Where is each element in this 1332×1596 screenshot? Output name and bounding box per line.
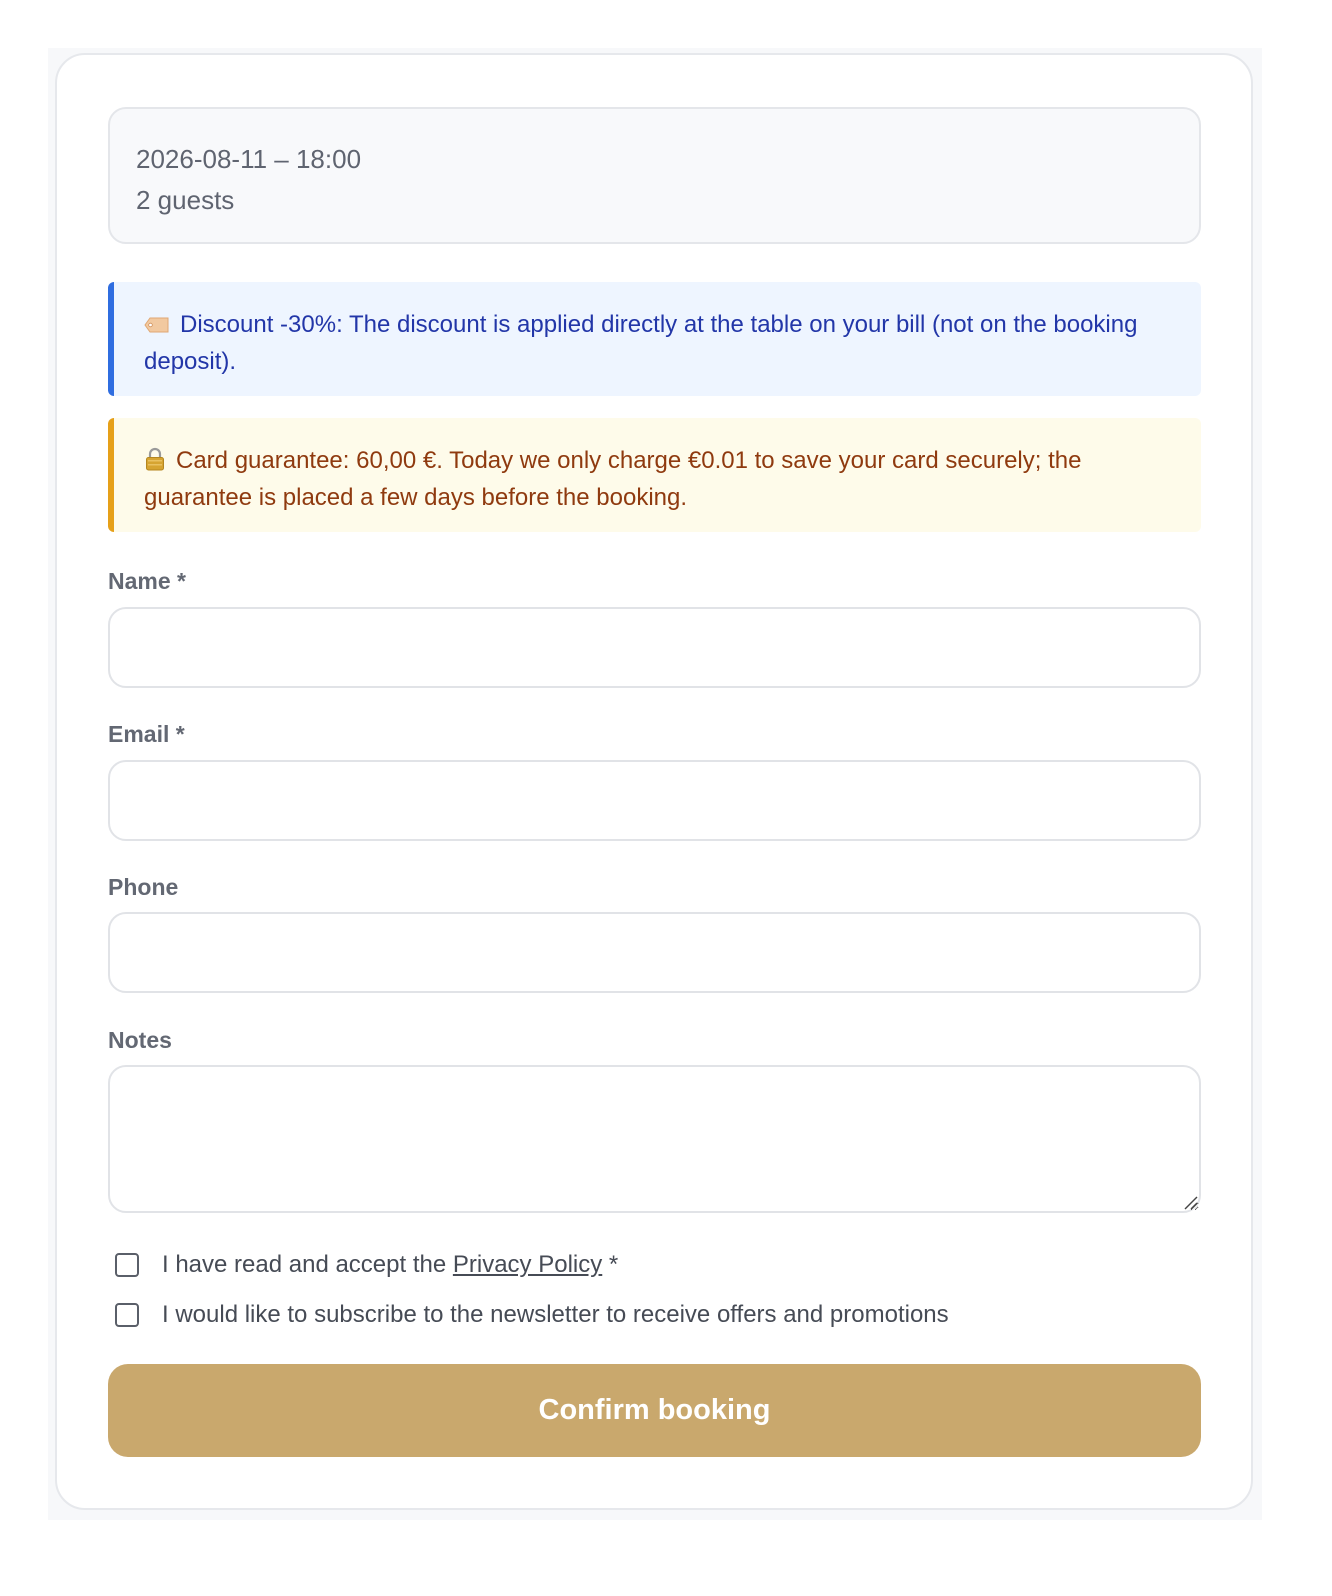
privacy-policy-link[interactable]: Privacy Policy [452,1251,603,1278]
name-label: Name * [108,568,186,594]
booking-datetime: 2026-08-11 – 18:00 [136,144,362,174]
confirm-booking-button[interactable]: Confirm booking [108,1364,1201,1457]
discount-text: Discount -30%: The discount is applied directly at the table on your bill (not on the booking deposit). [144,311,1138,375]
guarantee-text: Card guarantee: 60,00 €. Today we only charge €0.01 to save your card securely; the guarantee is placed a few days before the booking. [144,447,1082,511]
newsletter-checkbox[interactable] [115,1303,139,1327]
notes-textarea[interactable] [108,1065,1201,1213]
newsletter-consent-text: I would like to subscribe to the newsletter to receive offers and promotions [162,1301,949,1328]
lock-icon [144,447,166,481]
tag-icon [144,311,170,345]
notes-label: Notes [108,1027,172,1053]
privacy-checkbox[interactable] [115,1253,139,1277]
privacy-consent-row [115,1250,618,1280]
email-input[interactable] [108,760,1201,841]
name-input[interactable] [108,607,1201,688]
privacy-consent-prefix: I have read and accept the [162,1251,453,1278]
phone-label: Phone [108,874,179,900]
phone-input[interactable] [108,912,1201,993]
newsletter-consent-row [115,1300,949,1330]
resize-grip-icon[interactable] [1182,1194,1198,1210]
guarantee-notice [108,418,1201,532]
booking-guests: 2 guests [136,185,235,215]
privacy-consent-suffix: * [602,1251,619,1278]
booking-summary [108,107,1201,244]
email-label: Email * [108,721,185,747]
discount-notice [108,282,1201,396]
